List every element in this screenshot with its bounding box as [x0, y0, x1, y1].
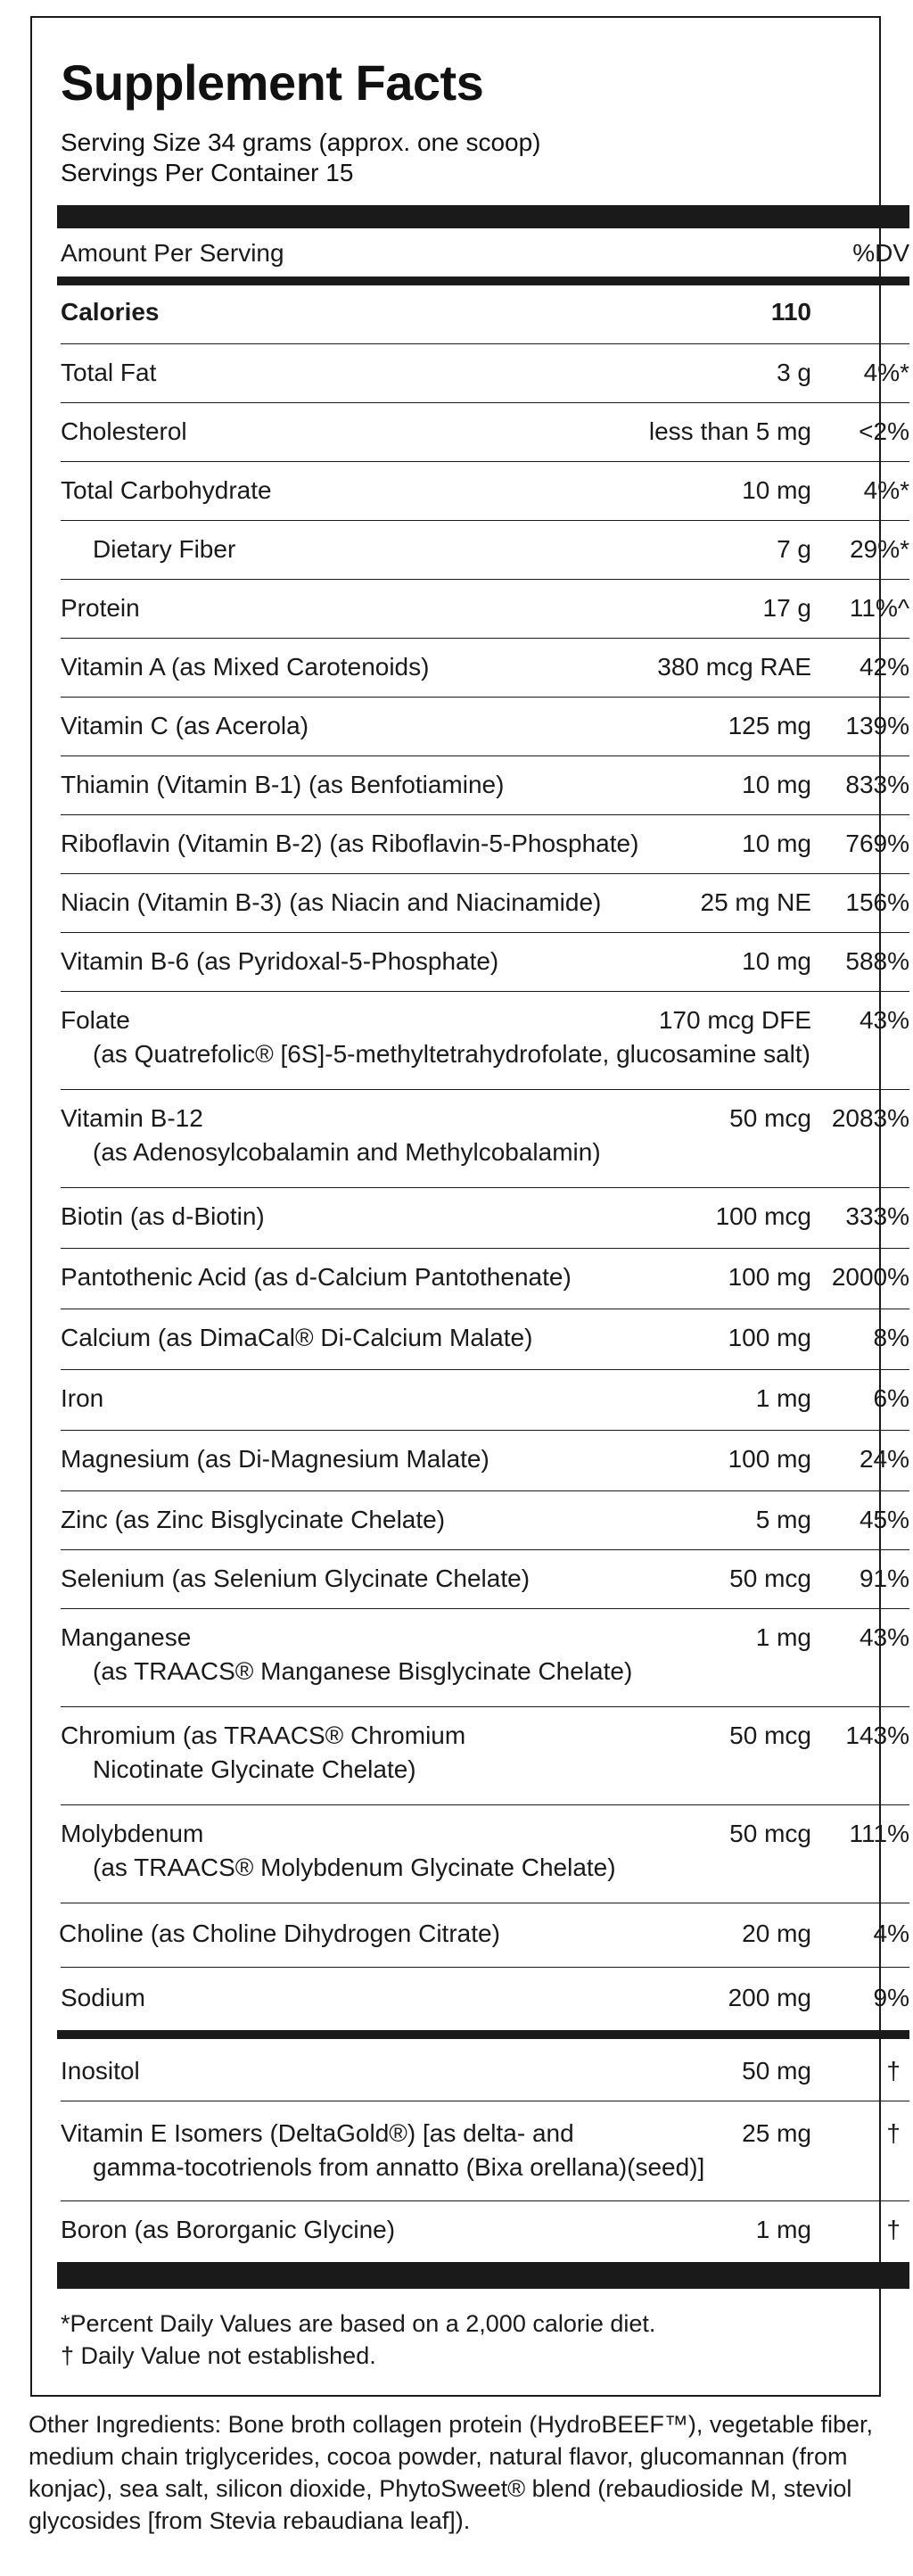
nutrient-name: Total Carbohydrate — [61, 476, 272, 504]
divider-bar-calories — [57, 277, 909, 285]
nutrient-name: Folate — [61, 1006, 130, 1034]
other-row — [61, 2201, 909, 2258]
nutrient-dv: 143% — [845, 1721, 909, 1749]
other-ingredients: Other Ingredients: Bone broth collagen protein (HydroBEEF™), vegetable fiber, medium chain triglycerides, cocoa powder, natural flavor, glucomannan (from konjac), sea salt, silicon dioxide, PhytoSweet® blend (rebaudioside M, steviol glycosides [from Stevia rebaudiana leaf]). — [29, 2411, 874, 2534]
nutrient-source: (as TRAACS® Molybdenum Glycinate Chelate) — [93, 1854, 616, 1881]
nutrient-name: Vitamin B-12 — [61, 1104, 203, 1132]
nutrient-row — [61, 1309, 909, 1370]
other-name: Inositol — [61, 2057, 140, 2085]
nutrient-dv: 91% — [859, 1565, 909, 1592]
nutrient-row — [61, 756, 909, 815]
calories-amount: 110 — [770, 298, 811, 326]
nutrient-amount: 7 g — [777, 535, 811, 563]
other-dv: † — [886, 2119, 901, 2147]
nutrient-dv: 29%* — [850, 535, 909, 563]
nutrient-dv: 42% — [859, 653, 909, 681]
calories-label: Calories — [61, 298, 160, 326]
nutrient-row — [61, 1249, 909, 1309]
nutrient-name: Protein — [61, 594, 140, 622]
other-amount: 25 mg — [742, 2119, 811, 2147]
nutrient-amount: 50 mcg — [729, 1104, 811, 1132]
nutrient-name: Vitamin A (as Mixed Carotenoids) — [61, 653, 430, 681]
amount-per-serving-label: Amount Per Serving — [61, 239, 284, 267]
nutrient-row — [61, 1188, 909, 1249]
nutrient-name: Choline (as Choline Dihydrogen Citrate) — [59, 1920, 500, 1947]
nutrient-row — [61, 874, 909, 933]
nutrient-dv: 2083% — [831, 1104, 909, 1132]
nutrient-amount: 100 mcg — [715, 1202, 811, 1230]
nutrient-row — [61, 992, 909, 1090]
divider-bar-other — [57, 2030, 909, 2039]
nutrient-name: Total Fat — [61, 359, 157, 386]
nutrient-row — [61, 1707, 909, 1805]
servings-per-container: Servings Per Container 15 — [61, 159, 354, 186]
nutrient-name: Cholesterol — [61, 417, 187, 445]
nutrient-row — [61, 698, 909, 756]
nutrient-row — [61, 1090, 909, 1188]
nutrient-row — [61, 344, 909, 403]
nutrient-row — [61, 1968, 909, 2030]
other-row — [61, 2101, 909, 2201]
divider-bar-top — [57, 205, 909, 228]
nutrient-name: Biotin (as d-Biotin) — [61, 1202, 265, 1230]
nutrient-row — [61, 1609, 909, 1707]
nutrient-row — [61, 462, 909, 521]
nutrient-row — [61, 1805, 909, 1903]
nutrient-dv: 4%* — [863, 359, 909, 386]
nutrient-name: Vitamin C (as Acerola) — [61, 712, 309, 739]
nutrient-dv: 11%^ — [849, 594, 909, 622]
dv-footnote: *Percent Daily Values are based on a 2,000 calorie diet. — [61, 2310, 656, 2337]
nutrient-source: (as Quatrefolic® [6S]-5-methyltetrahydrofolate, glucosamine salt) — [93, 1040, 810, 1068]
nutrient-amount: 100 mg — [728, 1324, 811, 1351]
nutrient-amount: 100 mg — [728, 1445, 811, 1473]
serving-size: Serving Size 34 grams (approx. one scoop) — [61, 128, 541, 156]
nutrient-dv: 588% — [845, 947, 909, 975]
nutrient-amount: 50 mcg — [729, 1820, 811, 1847]
nutrient-dv: 4% — [873, 1920, 909, 1947]
other-row — [61, 2039, 909, 2101]
dv-header-label: %DV — [852, 239, 909, 267]
nutrient-name: Riboflavin (Vitamin B-2) (as Riboflavin-5-Phosphate) — [61, 830, 639, 857]
nutrient-dv: 111% — [849, 1820, 909, 1847]
nutrient-dv: 43% — [859, 1623, 909, 1651]
nutrient-amount: 10 mg — [742, 771, 811, 798]
nutrient-name: Vitamin B-6 (as Pyridoxal-5-Phosphate) — [61, 947, 499, 975]
nutrient-dv: <2% — [859, 417, 909, 445]
nutrient-amount: 200 mg — [728, 1984, 811, 2011]
nutrient-amount: 50 mcg — [729, 1721, 811, 1749]
nutrient-name: Thiamin (Vitamin B-1) (as Benfotiamine) — [61, 771, 505, 798]
nutrient-dv: 139% — [845, 712, 909, 739]
nutrient-name: Molybdenum — [61, 1820, 204, 1847]
other-dv: † — [886, 2216, 901, 2243]
nutrient-dv: 45% — [859, 1506, 909, 1533]
nutrient-dv: 333% — [845, 1202, 909, 1230]
nutrient-row — [61, 1550, 909, 1609]
nutrient-name: Manganese — [61, 1623, 192, 1651]
other-dv: † — [886, 2057, 901, 2085]
nutrient-amount: 10 mg — [742, 830, 811, 857]
nutrient-row — [61, 1370, 909, 1431]
nutrient-dv: 4%* — [863, 476, 909, 504]
nutrient-dv: 6% — [873, 1384, 909, 1412]
nutrient-name: Magnesium (as Di-Magnesium Malate) — [61, 1445, 489, 1473]
nutrient-amount: 170 mcg DFE — [658, 1006, 811, 1034]
nutrient-name: Selenium (as Selenium Glycinate Chelate) — [61, 1565, 531, 1592]
nutrient-name: Zinc (as Zinc Bisglycinate Chelate) — [61, 1506, 446, 1533]
nutrient-name: Chromium (as TRAACS® Chromium — [61, 1721, 466, 1749]
nutrient-amount: less than 5 mg — [648, 417, 811, 445]
nutrient-dv: 833% — [845, 771, 909, 798]
nutrient-amount: 3 g — [777, 359, 811, 386]
nutrient-amount: 1 mg — [755, 1384, 811, 1412]
nutrient-dv: 43% — [859, 1006, 909, 1034]
nutrient-name: Iron — [61, 1384, 104, 1412]
other-amount: 50 mg — [742, 2057, 811, 2085]
calories-row — [61, 285, 909, 344]
nutrient-row — [61, 580, 909, 639]
supplement-facts-panel — [30, 16, 909, 2397]
nutrient-amount: 380 mcg RAE — [657, 653, 811, 681]
nutrient-name: Sodium — [61, 1984, 145, 2011]
amount-header-row — [61, 239, 909, 277]
nutrient-amount: 25 mg NE — [700, 888, 811, 916]
other-name: Vitamin E Isomers (DeltaGold®) [as delta- and — [61, 2119, 574, 2147]
nutrient-row — [61, 933, 909, 992]
nutrient-name: Dietary Fiber — [93, 535, 236, 563]
nutrient-row — [61, 815, 909, 874]
nutrient-source: (as TRAACS® Manganese Bisglycinate Chelate) — [93, 1657, 633, 1685]
nutrient-row — [61, 1903, 909, 1968]
nutrient-amount: 20 mg — [742, 1920, 811, 1947]
nutrient-source: (as Adenosylcobalamin and Methylcobalamin) — [93, 1138, 601, 1166]
nutrient-dv: 8% — [873, 1324, 909, 1351]
nutrient-amount: 17 g — [762, 594, 811, 622]
nutrient-name: Calcium (as DimaCal® Di-Calcium Malate) — [61, 1324, 533, 1351]
nutrient-amount: 50 mcg — [729, 1565, 811, 1592]
nutrient-amount: 10 mg — [742, 947, 811, 975]
nutrient-amount: 5 mg — [755, 1506, 811, 1533]
other-source: gamma-tocotrienols from annatto (Bixa orellana)(seed)] — [93, 2153, 705, 2181]
nutrient-amount: 100 mg — [728, 1263, 811, 1291]
nutrient-dv: 156% — [845, 888, 909, 916]
nutrient-dv: 2000% — [831, 1263, 909, 1291]
nutrient-row — [61, 639, 909, 698]
other-name: Boron (as Bororganic Glycine) — [61, 2216, 396, 2243]
panel-title: Supplement Facts — [61, 54, 484, 111]
nutrient-name: Pantothenic Acid (as d-Calcium Pantothenate) — [61, 1263, 572, 1291]
divider-bar-bottom — [57, 2262, 909, 2289]
nutrient-dv: 769% — [845, 830, 909, 857]
dagger-footnote: † Daily Value not established. — [61, 2342, 376, 2369]
nutrient-amount: 125 mg — [728, 712, 811, 739]
nutrient-amount: 10 mg — [742, 476, 811, 504]
nutrient-source: Nicotinate Glycinate Chelate) — [93, 1755, 416, 1783]
nutrient-row — [61, 1491, 909, 1550]
nutrient-dv: 9% — [873, 1984, 909, 2011]
nutrient-row — [61, 521, 909, 580]
nutrient-row — [61, 1431, 909, 1491]
nutrient-dv: 24% — [859, 1445, 909, 1473]
nutrient-row — [61, 403, 909, 462]
nutrient-name: Niacin (Vitamin B-3) (as Niacin and Niacinamide) — [61, 888, 602, 916]
other-amount: 1 mg — [755, 2216, 811, 2243]
nutrient-amount: 1 mg — [755, 1623, 811, 1651]
